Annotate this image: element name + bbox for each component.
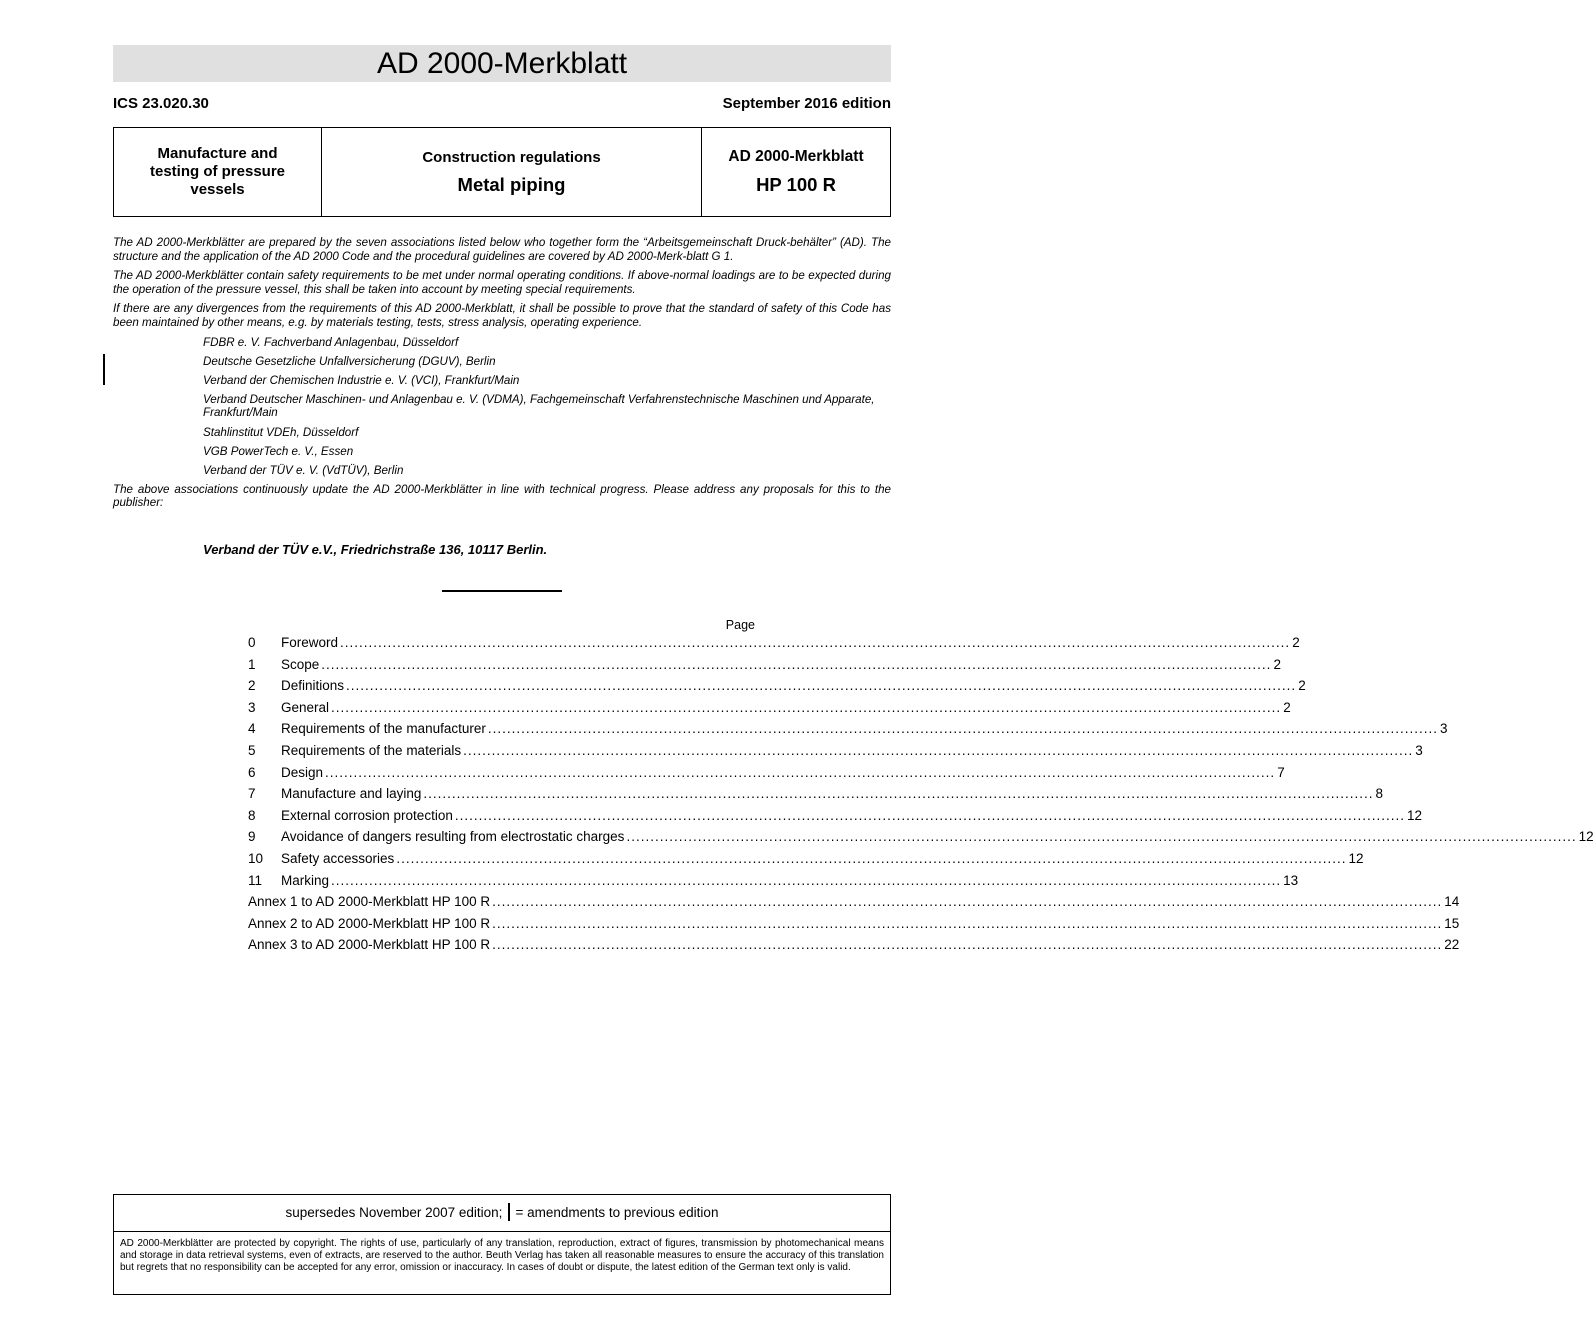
toc-entry-title: Safety accessories [281, 850, 395, 866]
toc-list [248, 635, 1594, 959]
toc-entry[interactable] [248, 829, 1594, 851]
toc-entry-title: Foreword [281, 635, 339, 650]
amendment-text: = amendments to previous edition [515, 1205, 719, 1220]
toc-dot-leader: ........................................................................................................................................................................................................ [331, 699, 1282, 715]
association-item: Verband der TÜV e. V. (VdTÜV), Berlin [203, 463, 404, 477]
supersedes-note [114, 1195, 890, 1232]
toc-dot-leader: ........................................................................................................................................................................................................ [492, 894, 1443, 910]
toc-entry[interactable] [248, 678, 1306, 700]
amendment-bar-icon [508, 1203, 510, 1221]
toc-entry-page: 2 [1298, 678, 1306, 694]
toc-dot-leader: ........................................................................................................................................................................................................ [321, 656, 1272, 672]
toc-entry-title: Annex 1 to AD 2000-Merkblatt HP 100 R [248, 894, 491, 910]
toc-entry-page: 3 [1440, 721, 1448, 737]
toc-entry-title: External corrosion protection [281, 807, 453, 823]
association-item: Deutsche Gesetzliche Unfallversicherung (DGUV), Berlin [203, 354, 496, 368]
toc-entry-page: 14 [1444, 894, 1460, 910]
toc-entry[interactable] [248, 915, 1460, 938]
toc-entry-page: 8 [1375, 786, 1384, 802]
toc-entry-number: 6 [248, 764, 256, 780]
association-item: Verband der Chemischen Industrie e. V. (VCI), Frankfurt/Main [203, 373, 520, 387]
intro-paragraph-4: The above associations continuously update the AD 2000-Merkblätter in line with technical progress. Please address any proposals for this to the publisher: [113, 482, 891, 510]
toc-entry-number: 11 [248, 872, 263, 888]
subject-title: Metal piping [457, 173, 566, 195]
toc-entry[interactable] [248, 894, 1460, 916]
toc-dot-leader: ........................................................................................................................................................................................................ [454, 807, 1405, 823]
association-item: VGB PowerTech e. V., Essen [203, 444, 354, 458]
table-of-contents [248, 618, 1594, 959]
header-category [114, 128, 322, 216]
category-text: Manufacture and testing of pressure vessels [149, 145, 286, 198]
ics-code: ICS 23.020.30 [113, 95, 209, 112]
code-series: AD 2000-Merkblatt [728, 148, 864, 165]
toc-entry[interactable] [248, 786, 1384, 808]
toc-entry[interactable] [248, 872, 1299, 895]
toc-entry-title: Requirements of the manufacturer [281, 721, 486, 737]
toc-entry-title: Definitions [281, 678, 345, 694]
association-item: Stahlinstitut VDEh, Düsseldorf [203, 425, 359, 439]
toc-entry-number: 0 [248, 635, 256, 650]
toc-entry[interactable] [248, 937, 1460, 959]
toc-entry-title: Design [281, 764, 324, 780]
toc-entry-page: 7 [1277, 764, 1285, 780]
toc-entry-number: 1 [248, 656, 256, 672]
header-code [702, 128, 890, 216]
toc-entry-number: 7 [248, 786, 256, 802]
toc-entry[interactable] [248, 850, 1364, 873]
toc-entry[interactable] [248, 764, 1285, 787]
intro-paragraph-2: The AD 2000-Merkblätter contain safety requirements to be met under normal operating conditions. If above-normal loadings are to be expected during the operation of the pressure vessel, this shall be taken into account by meeting special requirements. [113, 269, 891, 296]
supersedes-text: supersedes November 2007 edition; [285, 1205, 503, 1220]
toc-dot-leader: ........................................................................................................................................................................................................ [626, 829, 1577, 845]
toc-entry-page: 13 [1283, 872, 1299, 888]
toc-entry-number: 9 [248, 829, 256, 845]
toc-entry-title: Manufacture and laying [281, 786, 422, 802]
toc-entry-page: 3 [1415, 742, 1423, 758]
edition-date: September 2016 edition [722, 95, 891, 112]
toc-dot-leader: ........................................................................................................................................................................................................ [340, 635, 1291, 650]
toc-entry-page: 12 [1578, 829, 1594, 845]
toc-entry-title: Annex 2 to AD 2000-Merkblatt HP 100 R [248, 915, 491, 931]
toc-entry-number: 4 [248, 721, 256, 737]
toc-entry-page: 12 [1407, 807, 1423, 823]
copyright-notice: AD 2000-Merkblätter are protected by copyright. The rights of use, particularly of any translation, reproduction, extract of figures, transmission by photomechanical means and storage in data retrieval systems, even of extracts, are reserved to the author. Beuth Verlag has taken all reasonable measures to ensure the accuracy of this translation but regrets that no responsibility can be accepted for any error, omission or inaccuracy. In cases of doubt or dispute, the latest edition of the German text only is valid. [120, 1238, 884, 1273]
footer-box [113, 1194, 891, 1295]
toc-entry-page: 12 [1348, 850, 1364, 866]
toc-entry[interactable] [248, 656, 1281, 679]
association-item: Verband Deutscher Maschinen- und Anlagenbau e. V. (VDMA), Fachgemeinschaft Verfahrenstechnische Maschinen und Apparate, Frankfurt/Main [203, 392, 875, 420]
header-table [113, 127, 891, 217]
document-title: AD 2000-Merkblatt [113, 45, 891, 82]
amendment-bar [103, 354, 105, 385]
toc-entry-number: 3 [248, 699, 256, 715]
toc-entry-number: 8 [248, 807, 256, 823]
toc-dot-leader: ........................................................................................................................................................................................................ [423, 786, 1374, 802]
association-item: FDBR e. V. Fachverband Anlagenbau, Düsseldorf [203, 335, 459, 349]
subject-series: Construction regulations [422, 148, 601, 166]
toc-dot-leader: ........................................................................................................................................................................................................ [396, 850, 1347, 866]
toc-entry-title: General [281, 699, 330, 715]
intro-paragraph-1: The AD 2000-Merkblätter are prepared by the seven associations listed below who together form the “Arbeitsgemeinschaft Druck-behälter” (AD). The structure and the application of the AD 2000 Code and the procedural guidelines are covered by AD 2000-Merk-blatt G 1. [113, 236, 891, 263]
toc-entry-title: Scope [281, 656, 320, 672]
toc-entry[interactable] [248, 635, 1300, 657]
intro-paragraph-3: If there are any divergences from the requirements of this AD 2000-Merkblatt, it shall be possible to prove that the standard of safety of this Code has been maintained by other means, e.g. by materials testing, tests, stress analysis, operating experience. [113, 302, 891, 329]
toc-entry[interactable] [248, 742, 1423, 765]
toc-entry-page: 2 [1292, 635, 1300, 650]
toc-entry-page: 15 [1444, 915, 1460, 931]
toc-dot-leader: ........................................................................................................................................................................................................ [346, 678, 1297, 694]
toc-dot-leader: ........................................................................................................................................................................................................ [492, 937, 1443, 953]
toc-dot-leader: ........................................................................................................................................................................................................ [492, 915, 1443, 931]
toc-entry-title: Annex 3 to AD 2000-Merkblatt HP 100 R [248, 937, 491, 953]
publisher-address: Verband der TÜV e.V., Friedrichstraße 136, 10117 Berlin. [203, 542, 548, 557]
toc-entry-title: Requirements of the materials [281, 742, 462, 758]
toc-entry-title: Marking [281, 872, 330, 888]
toc-dot-leader: ........................................................................................................................................................................................................ [463, 742, 1414, 758]
toc-page-label: Page [725, 618, 755, 632]
toc-entry[interactable] [248, 699, 1291, 722]
code-number: HP 100 R [756, 174, 836, 195]
header-subject [322, 128, 702, 216]
toc-entry-number: 10 [248, 850, 264, 866]
toc-entry-page: 2 [1273, 656, 1281, 672]
intro-section [113, 236, 891, 516]
toc-entry-number: 5 [248, 742, 256, 758]
toc-entry-page: 22 [1444, 937, 1460, 953]
toc-dot-leader: ........................................................................................................................................................................................................ [487, 721, 1439, 737]
separator-line [442, 590, 562, 592]
toc-dot-leader: ........................................................................................................................................................................................................ [331, 872, 1282, 888]
toc-entry-page: 2 [1283, 699, 1291, 715]
toc-dot-leader: ........................................................................................................................................................................................................ [325, 764, 1276, 780]
toc-entry-number: 2 [248, 678, 256, 694]
toc-entry[interactable] [248, 721, 1448, 743]
toc-entry[interactable] [248, 807, 1423, 830]
toc-entry-title: Avoidance of dangers resulting from electrostatic charges [281, 829, 625, 845]
